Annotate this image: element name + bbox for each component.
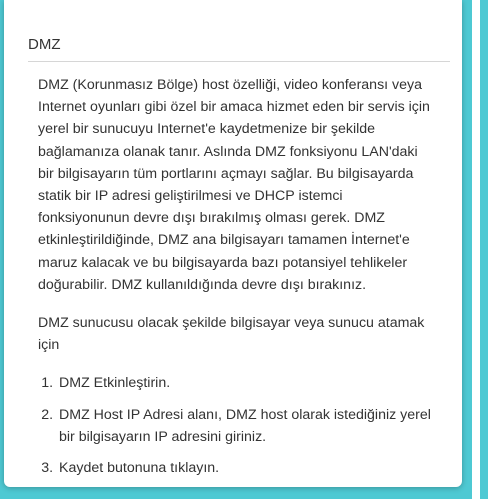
steps-intro: DMZ sunucusu olacak şekilde bilgisayar veya sunucu atamak için: [38, 315, 425, 354]
help-description: DMZ (Korunmasız Bölge) host özelliği, video konferansı veya Internet oyunları gibi özel bir amaca hizmet eden bir servis için yerel bir sunucuyu Internet'e kaydetmenize bir şekilde bağlamanıza olanak tanır. Aslında DMZ fonksiyonu LAN'daki bir bilgisayarın tüm portlarını açmayı sağlar. Bu bilgisayarda statik bir IP adresi geliştirilmesi ve DHCP istemci fonksiyonunun devre dışı bırakılmış olması gerek. DMZ etkinleştirildiğinde, DMZ ana bilgisayarı tamamen İnternet'e maruz kalacak ve bu bilgisayarda bazı potansiyel tehlikeler doğurabilir. DMZ kullanıldığında devre dışı bırakınız.: [38, 77, 430, 293]
step-item: 3. Kaydet butonuna tıklayın.: [57, 457, 432, 479]
steps-list: [38, 372, 432, 479]
step-item: 1. DMZ Etkinleştirin.: [57, 372, 432, 394]
step-item: 2. DMZ Host IP Adresi alanı, DMZ host olarak istediğiniz yerel bir bilgisayarın IP adresini giriniz.: [57, 404, 432, 448]
title-divider: [28, 61, 450, 62]
help-card[interactable]: [4, 0, 462, 487]
help-body: [38, 74, 432, 488]
side-strip: [472, 0, 488, 499]
side-strip-accent: [480, 0, 488, 499]
help-title: DMZ: [28, 36, 61, 53]
